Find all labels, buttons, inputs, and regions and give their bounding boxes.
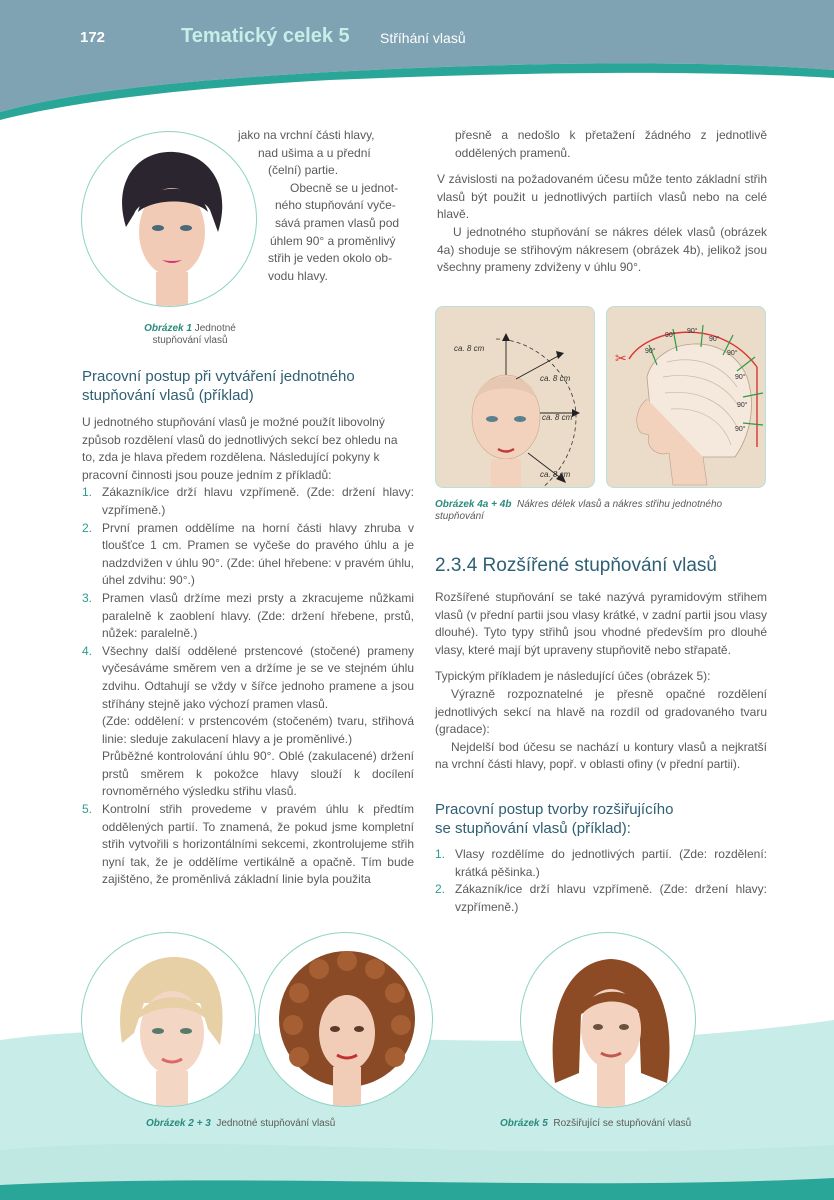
- list-text: Všechny další oddělené prstencové (stočené) prameny vyčesáváme směrem ven a držíme je se ve stejném úhlu zdvihu. Odtahují se vždy v šířce jednoho pramene a jsou stříhány stejně jako výchozí pramen vlasů.: [102, 643, 414, 711]
- intro-line: nad ušima a u přední: [258, 145, 371, 160]
- figure-1-caption-text-2: stupňování vlasů: [152, 335, 228, 346]
- list-item: [82, 520, 414, 590]
- list-number: 1.: [435, 847, 446, 861]
- angle-label: 90°: [727, 350, 738, 357]
- list-item: [82, 590, 414, 643]
- intro-line: jako na vrchní části hlavy,: [238, 128, 375, 142]
- section-a-body: [82, 414, 414, 889]
- list-number: 2.: [82, 520, 93, 535]
- list-item: [435, 846, 767, 881]
- section-b-body: [435, 589, 767, 774]
- section-b-steps: [435, 846, 767, 916]
- figure-3-portrait: [258, 932, 433, 1107]
- paragraph: Rozšířené stupňování se také nazývá pyramidovým střihem vlasů (v přední partii jsou vlasy krátké, v zadní partii jsou vlasy dlouhé). Tyto typy střihů jsou vhodné především pro dlouhé vlasy, které mají být upraveny stupňovitě nebo střapatě.: [435, 590, 767, 657]
- intro-line: střih je veden okolo ob-: [268, 251, 393, 266]
- intro-line: úhlem 90° a proměnlivý: [270, 233, 396, 248]
- right-top-text: [437, 127, 767, 277]
- figure-5-caption: [500, 1118, 760, 1130]
- measure-label: ca. 8 cm: [540, 374, 571, 383]
- section-a-intro: U jednotného stupňování vlasů je možné použít libovolný způsob rozdělení vlasů do jednotlivých sekcí bez ohledu na to, zda je hlava předem rozdělena. Následující pokyny k pracovní činnosti jsou pouze jedním z příkladů:: [82, 415, 398, 482]
- angle-label: 90°: [737, 402, 748, 409]
- section-a-steps: [82, 484, 414, 889]
- angle-label: 90°: [735, 374, 746, 381]
- section-a-heading-line: stupňování vlasů (příklad): [82, 387, 254, 404]
- angle-label: 90°: [735, 426, 746, 433]
- angle-label: 90°: [709, 336, 720, 343]
- figure-1-caption-text: Jednotné: [194, 323, 236, 334]
- figure-5-portrait: [520, 932, 696, 1108]
- section-b-heading-line: Pracovní postup tvorby rozšiřujícího: [435, 801, 674, 818]
- paragraph: V závislosti na požadovaném účesu může tento základní střih vlasů být použit u jednotlivých partiích vlasů nebo na celé hlavě.: [437, 172, 767, 222]
- list-text: (Zde: oddělení: v prstencovém (stočeném) tvaru, střihová linie: sleduje zakulacení hlavy a je proměnlivé.): [102, 714, 414, 746]
- figure-4a-diagram: [435, 306, 595, 488]
- figure-23-caption: [146, 1118, 406, 1130]
- angle-label: 90°: [645, 348, 656, 355]
- figure-1-label: Obrázek 1: [144, 323, 192, 334]
- list-text: Kontrolní střih provedeme v pravém úhlu k předtím oddělených partií. To znamená, že pokud jsme kompletní střih vytvořili s horizontálními sekcemi, zkontrolujeme střih nyní tak, že je oddělíme vertikálně a opačně. Tím bude zajištěno, že proměnlivá základní linie byla použita: [102, 802, 414, 887]
- figure-1-caption: [120, 323, 260, 347]
- unit-title: Tematický celek 5: [181, 25, 350, 47]
- list-text: První pramen oddělíme na horní části hlavy zhruba v tloušťce 1 cm. Pramen se vyčeše do pravého úhlu a je nadzdvižen v úhlu 90°. (Zde: úhel hřebene: v pravém úhlu, úhel zdvihu: 90°.): [102, 520, 414, 588]
- figure-4-label: Obrázek 4a + 4b: [435, 499, 512, 510]
- section-b-steps-block: [435, 846, 767, 916]
- chapter-title: Stříhání vlasů: [380, 30, 466, 46]
- figure-5-caption-text: Rozšiřující se stupňování vlasů: [553, 1118, 692, 1129]
- intro-line: (čelní) partie.: [268, 163, 339, 178]
- intro-line: sává pramen vlasů pod: [275, 215, 400, 230]
- figure-4b-diagram: [606, 306, 766, 488]
- section-b-title: 2.3.4 Rozšířené stupňování vlasů: [435, 555, 718, 576]
- list-item: [82, 484, 414, 519]
- list-number: 2.: [435, 882, 446, 897]
- angle-label: 90°: [665, 332, 676, 339]
- paragraph: Nejdelší bod účesu se nachází u kontury vlasů a nejkratší na vrchní části hlavy, popř. v oblasti ofiny (v přední partii).: [435, 739, 767, 772]
- figure-4-caption-text: Nákres délek vlasů a nákres střihu jednotného stupňování: [435, 499, 723, 522]
- list-text: Pramen vlasů držíme mezi prsty a zkracujeme nůžkami paralelně k zaoblení hlavy. (Zde: držení hřebene, prstů, nůžek: paralelně.): [102, 590, 414, 641]
- intro-text: [238, 127, 400, 285]
- section-b-heading: [435, 800, 765, 838]
- figure-23-caption-text: Jednotné stupňování vlasů: [216, 1118, 336, 1129]
- intro-line: Obecně se u jednot-: [290, 180, 399, 195]
- list-item: [435, 881, 767, 916]
- list-number: 1.: [82, 485, 93, 500]
- list-text: Zákazník/ice drží hlavu vzpřímeně. (Zde: držení hlavy: vzpřímeně.): [455, 882, 767, 914]
- page-number: 172: [80, 29, 106, 46]
- list-text: Zákazník/ice drží hlavu vzpřímeně. (Zde: držení hlavy: vzpřímeně.): [102, 485, 414, 517]
- figure-1-portrait: [81, 131, 257, 307]
- paragraph: Typickým příkladem je následující účes (obrázek 5):: [435, 669, 711, 684]
- list-item: [82, 801, 414, 889]
- list-text: Vlasy rozdělíme do jednotlivých partií. (Zde: rozdělení: krátká pěšinka.): [455, 847, 767, 879]
- paragraph: přesně a nedošlo k přetažení žádného z jednotlivě oddělených pramenů.: [455, 128, 767, 160]
- figure-4-caption: [435, 499, 765, 523]
- header-band: [0, 0, 834, 120]
- scissors-icon: ✂: [615, 350, 627, 366]
- section-a-heading-line: Pracovní postup při vytváření jednotného: [82, 368, 355, 385]
- measure-label: ca. 8 cm: [454, 344, 485, 353]
- section-a-heading: [82, 367, 422, 405]
- list-text: Průběžné kontrolování úhlu 90°. Oblé (zakulacené) držení prstů směrem k pokožce hlavy slouží k docílení rovnoměrného výsledku střihu vlasů.: [102, 749, 414, 799]
- angle-label: 90°: [687, 328, 698, 335]
- measure-label: ca. 8 cm: [540, 470, 571, 479]
- figure-23-label: Obrázek 2 + 3: [146, 1118, 211, 1129]
- figure-5-label: Obrázek 5: [500, 1118, 548, 1129]
- list-number: 4.: [82, 643, 93, 658]
- measure-label: ca. 8 cm: [542, 413, 573, 422]
- paragraph: U jednotného stupňování se nákres délek vlasů (obrázek 4a) shoduje se střihovým nákresem (obrázek 4b), jelikož jsou všechny prameny zdviženy v úhlu 90°.: [437, 224, 767, 275]
- list-number: 5.: [82, 802, 93, 817]
- intro-line: ného stupňování vyče-: [275, 198, 396, 213]
- list-number: 3.: [82, 590, 93, 605]
- intro-line: vodu hlavy.: [268, 268, 328, 283]
- list-item: [82, 643, 414, 801]
- figure-2-portrait: [81, 932, 256, 1107]
- paragraph: Výrazně rozpoznatelné je přesně opačné rozdělení jednotlivých sekcí na hlavě na rozdíl od gradovaného tvaru (gradace):: [435, 686, 767, 737]
- section-b-heading-line: se stupňování vlasů (příklad):: [435, 820, 631, 837]
